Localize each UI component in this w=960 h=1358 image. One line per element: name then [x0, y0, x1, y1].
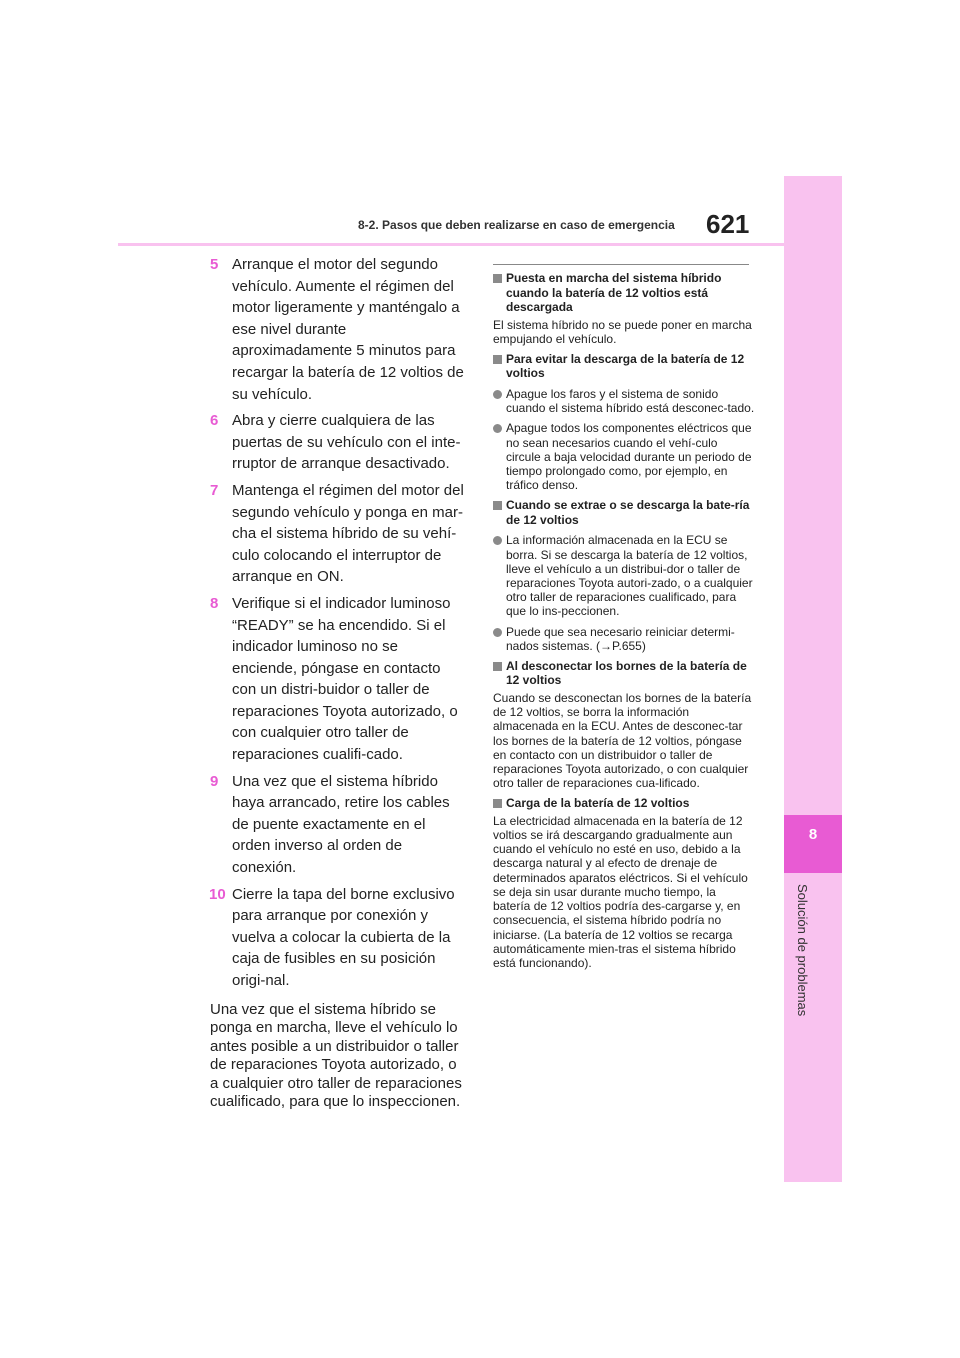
step-item [210, 771, 466, 879]
note-bullet [493, 625, 755, 653]
note-bullet-text: Puede que sea necesario reiniciar determi-nados sistemas. (→P.655) [506, 624, 735, 653]
note-heading-text: Carga de la batería de 12 voltios [506, 796, 690, 811]
note-block [493, 796, 755, 970]
note-block [493, 271, 755, 346]
note-bullet-text: Apague los faros y el sistema de sonido cuando el sistema híbrido está desconec-tado. [506, 386, 755, 416]
step-item [210, 254, 466, 405]
note-heading [493, 796, 755, 811]
section-title: 8-2. Pasos que deben realizarse en caso de emergencia [358, 218, 675, 232]
step-number: 9 [210, 772, 219, 790]
note-bullet [493, 387, 755, 415]
chapter-number: 8 [808, 826, 818, 843]
circle-bullet-icon [493, 628, 502, 637]
chapter-tab-active [784, 815, 842, 873]
step-text: Mantenga el régimen del motor del segundo vehículo y ponga en mar-cha el sistema híbrido de su vehí-culo colocando el interruptor de arranque en ON. [232, 481, 464, 586]
step-text: Una vez que el sistema híbrido haya arrancado, retire los cables de puente exactamente en el orden inverso al orden de conexión. [232, 772, 450, 877]
square-bullet-icon [493, 501, 502, 510]
note-bullet [493, 533, 755, 618]
step-text: Abra y cierre cualquiera de las puertas de su vehículo con el inte-rruptor de arranque desactivado. [232, 412, 461, 473]
square-bullet-icon [493, 274, 502, 283]
step-number: 7 [210, 481, 219, 499]
note-heading [493, 659, 755, 688]
note-block [493, 659, 755, 790]
step-text: Arranque el motor del segundo vehículo. Aumente el régimen del motor ligeramente y manténgalo a ese nivel durante aproximadamente 5 minutos para recargar la batería de 12 voltios de su vehículo. [232, 256, 464, 403]
step-item [210, 593, 466, 766]
note-heading-text: Al desconectar los bornes de la batería de 12 voltios [506, 658, 747, 688]
note-paragraph: Cuando se desconectan los bornes de la batería de 12 voltios, se borra la información almacenada en la ECU. Antes de desconec-tar los bornes de la batería de 12 voltios, póngase en contacto con un distribuidor o taller de reparaciones Toyota autorizado, o con cualquier otro taller de reparaciones cua-lificado. [493, 690, 752, 791]
step-text: Cierre la tapa del borne exclusivo para arranque por conexión y vuelva a colocar la cubierta de la caja de fusibles en su posición origi-nal. [232, 885, 455, 989]
note-bullet-text: La información almacenada en la ECU se borra. Si se descarga la batería de 12 voltios, lleve el vehículo a un distribui-dor o taller de reparaciones Toyota autori-zado, o a cualquier otro taller de reparaciones cualificado, para que lo ins-peccionen. [506, 533, 753, 619]
square-bullet-icon [493, 355, 502, 364]
notes-column [493, 264, 755, 976]
page-number: 621 [706, 209, 750, 239]
note-block [493, 352, 755, 492]
step-item [210, 884, 466, 992]
square-bullet-icon [493, 799, 502, 808]
circle-bullet-icon [493, 424, 502, 433]
closing-paragraph: Una vez que el sistema híbrido se ponga en marcha, lleve el vehículo lo antes posible a un distribuidor o taller de reparaciones Toyota autorizado, o a cualquier otro taller de reparaciones cualificado, para que lo inspeccionen. [210, 1000, 462, 1111]
square-bullet-icon [493, 662, 502, 671]
procedure-steps [210, 254, 466, 1112]
note-bullet [493, 421, 755, 492]
note-heading [493, 352, 755, 381]
note-paragraph: El sistema híbrido no se puede poner en marcha empujando el vehículo. [493, 317, 752, 346]
note-heading [493, 498, 755, 527]
note-heading-text: Puesta en marcha del sistema híbrido cuando la batería de 12 voltios está descargada [506, 271, 722, 314]
header-rule [118, 243, 784, 246]
note-heading [493, 271, 755, 315]
note-block [493, 498, 755, 653]
notes-divider [493, 264, 749, 265]
circle-bullet-icon [493, 536, 502, 545]
step-number: 6 [210, 412, 219, 430]
step-number: 10 [209, 885, 226, 903]
note-heading-text: Cuando se extrae o se descarga la bate-ría de 12 voltios [506, 498, 750, 527]
step-item [210, 480, 466, 588]
step-item [210, 410, 466, 475]
step-number: 5 [210, 256, 219, 273]
step-number: 8 [210, 594, 219, 612]
note-heading-text: Para evitar la descarga de la batería de 12 voltios [506, 351, 745, 381]
circle-bullet-icon [493, 390, 502, 399]
note-bullet-text: Apague todos los componentes eléctricos que no sean necesarios cuando el vehí-culo circule a baja velocidad durante un periodo de tiempo prolongado como, por ejemplo, en tráfico denso. [506, 421, 752, 493]
step-text: Verifique si el indicador luminoso “READY” se ha encendido. Si el indicador luminoso no se enciende, póngase en contacto con un distri-buidor o taller de reparaciones Toyota autorizado, o con cualquier otro taller de reparaciones cualifi-cado. [232, 594, 458, 764]
chapter-title: Solución de problemas [795, 884, 810, 1017]
note-paragraph: La electricidad almacenada en la batería de 12 voltios se irá descargando gradualmente aun cuando el vehículo no esté en uso, debido a la descarga natural y al efecto de drenaje de determinados aparatos eléctricos. Si el vehículo se deja sin usar durante mucho tiempo, la batería de 12 voltios podría des-cargarse y, en consecuencia, el sistema híbrido podría no iniciarse. (La batería de 12 voltios se recarga automáticamente mien-tras el sistema híbrido está funcionando). [493, 813, 748, 970]
